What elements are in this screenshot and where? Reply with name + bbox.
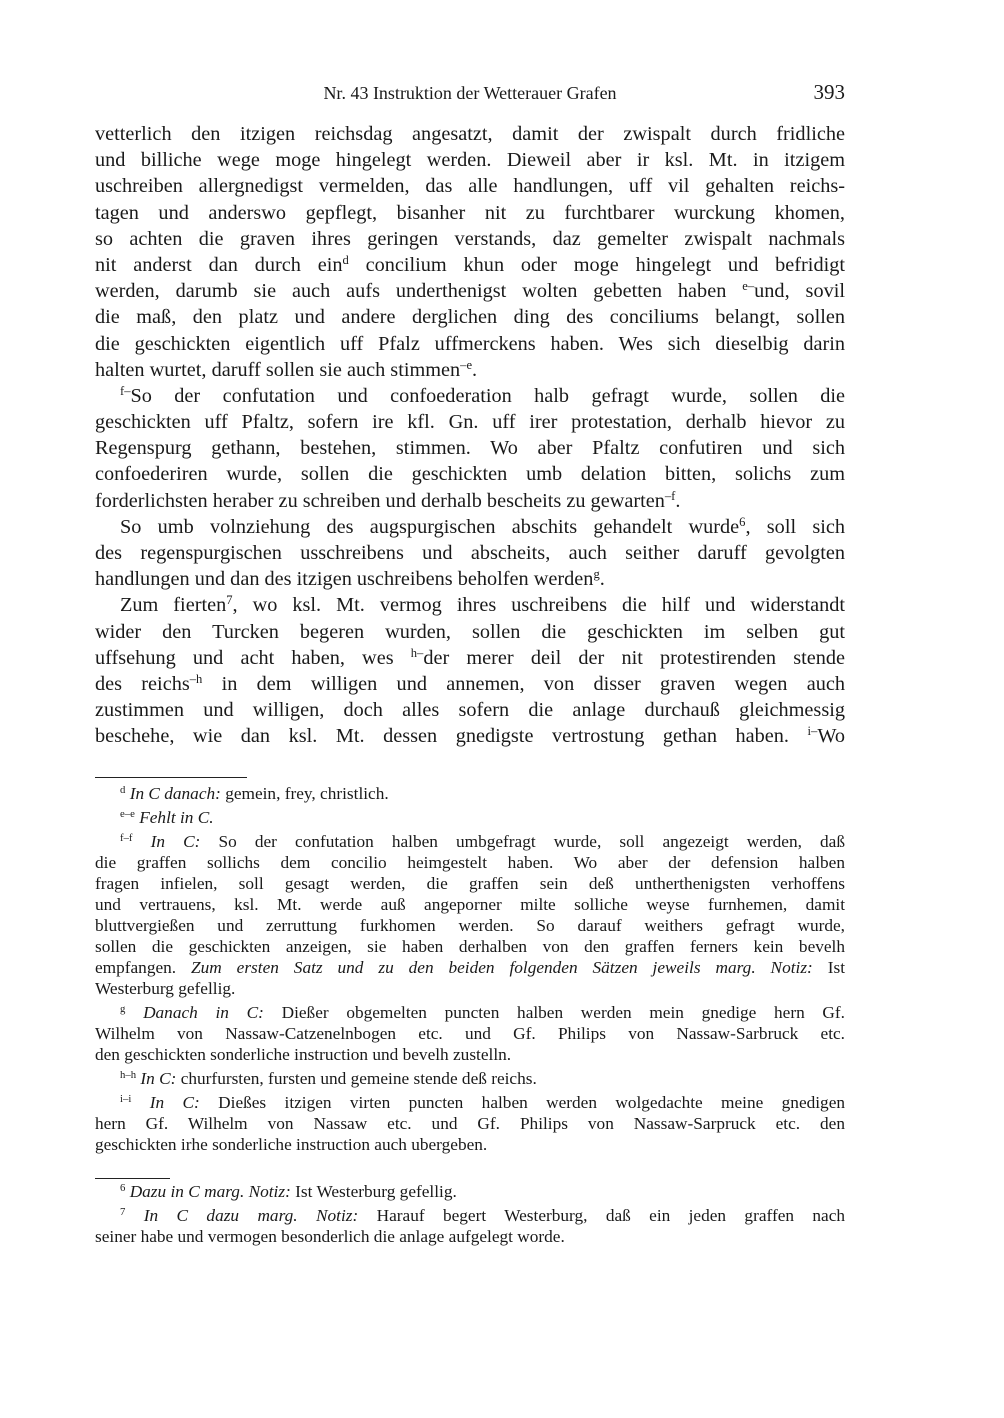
text-run: die graffen sollichs dem concilio heimgestelt haben. Wo aber der defension halben	[95, 853, 845, 872]
text-run: Ist Westerburg gefellig.	[290, 1182, 457, 1201]
note-marker: h–	[410, 645, 424, 660]
running-title: Nr. 43 Instruktion der Wetterauer Grafen	[323, 83, 617, 103]
text-run: .	[599, 568, 605, 591]
text-run: .	[472, 358, 478, 381]
text-line	[95, 1181, 845, 1202]
text-line	[95, 1092, 845, 1113]
text-line	[95, 409, 845, 435]
text-line	[95, 807, 845, 828]
text-run: , wo ksl. Mt. vermog ihres uschreibens die hilf und widerstandt	[232, 594, 845, 617]
textnotes-rule	[95, 777, 247, 778]
note-marker: –f	[664, 488, 676, 503]
text-line	[95, 1113, 845, 1134]
text-run: und billiche wege moge hingelegt werden. Dieweil aber ir ksl. Mt. in itzigem	[95, 149, 845, 172]
text-run: handlungen und dan des itzigen uschreibens beholfen werden	[95, 568, 594, 591]
text-run: so achten die graven ihres geringen verstands, daz gemelter zwispalt nachmals	[95, 227, 845, 250]
text-line	[95, 1134, 845, 1155]
editorial-italic: Danach in C:	[143, 1003, 264, 1022]
note-marker: e–	[742, 279, 755, 294]
text-line	[95, 383, 845, 409]
text-line	[95, 1023, 845, 1044]
text-line	[95, 697, 845, 723]
paragraph	[95, 514, 845, 593]
text-run: bluttvergießen und zerruttung furkhomen werden. So darauf weithers gefragt wurde,	[95, 916, 845, 935]
text-run: beschehe, wie dan ksl. Mt. dessen gnedigste vertrostung gethan haben.	[95, 725, 808, 748]
text-run: des reichs	[95, 672, 190, 695]
text-line	[95, 566, 845, 592]
text-line	[95, 978, 845, 999]
note-marker: –h	[189, 672, 203, 687]
text-line	[95, 873, 845, 894]
text-line	[95, 645, 845, 671]
text-run	[131, 1093, 149, 1112]
editorial-italic: In C:	[149, 1093, 200, 1112]
text-run: Regenspurg gethann, bestehen, stimmen. Wo aber Pfaltz confutiren und sich	[95, 437, 845, 460]
text-line	[95, 915, 845, 936]
text-line	[95, 173, 845, 199]
text-run: empfangen.	[95, 958, 192, 977]
text-run: forderlichsten heraber zu schreiben und derhalb bescheits zu gewarten	[95, 489, 665, 512]
paragraph	[95, 592, 845, 749]
footnotes-rule	[95, 1178, 170, 1179]
note-marker: d	[342, 253, 349, 268]
note-marker: 6	[120, 1182, 126, 1195]
text-line	[95, 671, 845, 697]
text-note	[95, 1002, 845, 1065]
text-run: seiner habe und vermogen besonderlich die anlage aufgelegt worde.	[95, 1227, 565, 1246]
text-line	[95, 723, 845, 749]
text-run: nit anderst dan durch ein	[95, 253, 343, 276]
text-line	[95, 894, 845, 915]
text-run: und vertrauens, ksl. Mt. werde auß angeporner milte solliche weyse furnhemen, damit	[95, 895, 845, 914]
paragraph	[95, 121, 845, 383]
note-marker: e–e	[120, 808, 135, 821]
text-run: Westerburg gefellig.	[95, 979, 236, 998]
note-marker: h–h	[120, 1069, 137, 1082]
text-run: .	[675, 489, 681, 512]
text-run: gemein, frey, christlich.	[220, 784, 389, 803]
text-run	[125, 1003, 143, 1022]
note-marker: f–f	[120, 832, 133, 845]
text-line	[95, 357, 845, 383]
text-run: confoederiren wurde, sollen die geschickten umb delation bitten, solichs zum	[95, 463, 845, 486]
editorial-italic: In C:	[140, 1069, 177, 1088]
text-line	[95, 852, 845, 873]
text-line	[95, 540, 845, 566]
text-line	[95, 435, 845, 461]
text-note	[95, 1068, 845, 1089]
text-line	[95, 226, 845, 252]
text-line	[95, 783, 845, 804]
text-run: halten wurtet, daruff sollen sie auch stimmen	[95, 358, 461, 381]
text-run: Zum fierten	[120, 594, 227, 617]
text-note	[95, 1092, 845, 1155]
text-run: , soll sich	[745, 515, 846, 538]
text-line	[95, 147, 845, 173]
text-run: in dem willigen und annemen, von disser graven wegen auch	[202, 672, 845, 695]
text-run: Wo	[817, 725, 845, 748]
text-run: uffsehung und acht haben, wes	[95, 646, 411, 669]
text-line	[95, 957, 845, 978]
editorial-italic: Fehlt in C.	[139, 808, 214, 827]
text-run: So der confutation halben umbgefragt wurde, soll angezeigt werden, daß	[200, 832, 845, 851]
text-run: hern Gf. Wilhelm von Nassaw etc. und Gf. Philips von Nassaw-Sarpruck etc. den	[95, 1114, 845, 1133]
text-run: fragen infielen, soll gesagt werden, die graffen sein deß untherthenigsten verhoffens	[95, 874, 845, 893]
note-marker: i–	[807, 724, 818, 739]
text-line	[95, 304, 845, 330]
editorial-italic: Dazu in C marg. Notiz:	[129, 1182, 291, 1201]
text-run: Dießes itzigen virten puncten halben werden wolgedachte meine gnedigen	[199, 1093, 846, 1112]
note-marker: g	[120, 1003, 126, 1016]
note-marker: 7	[226, 593, 233, 608]
text-run: geschickten uff Pfaltz, sofern ire kfl. Gn. uff irer protestation, derhalb hievor zu	[95, 411, 845, 434]
text-line	[95, 1044, 845, 1065]
text-run: Dießer obgemelten puncten halben werden mein gnedige hern Gf.	[263, 1003, 845, 1022]
text-line	[95, 331, 845, 357]
text-run: Harauf begert Westerburg, daß ein jeden graffen nach	[358, 1206, 846, 1225]
text-run: So umb volnziehung des augspurgischen abschits gehandelt wurde	[120, 515, 740, 538]
running-header	[95, 80, 845, 106]
text-line	[95, 1205, 845, 1226]
text-run: zustimmen und willigen, doch alles sofern die anlage durchauß gleichmessig	[95, 699, 845, 722]
paragraph	[95, 383, 845, 514]
editorial-italic: Zum ersten Satz und zu den beiden folgenden Sätzen jeweils marg. Notiz:	[191, 958, 813, 977]
text-line	[95, 1068, 845, 1089]
text-line	[95, 278, 845, 304]
text-run: und, sovil	[754, 280, 845, 303]
text-note	[95, 831, 845, 999]
text-run: werden, darumb sie auch aufs underthenigst wolten gebetten haben	[95, 280, 743, 303]
text-line	[95, 592, 845, 618]
text-run: des regenspurgischen usschreibens und abscheits, auch seither daruff gevolgten	[95, 542, 845, 564]
main-text	[95, 121, 845, 750]
editorial-italic: In C danach:	[129, 784, 221, 803]
footnote	[95, 1181, 845, 1202]
note-marker: 7	[120, 1206, 126, 1219]
text-line	[95, 252, 845, 278]
text-line	[95, 200, 845, 226]
text-run: geschickten irhe sonderliche instruction auch ubergeben.	[95, 1135, 488, 1154]
text-run: wider den Turcken begeren wurden, sollen die geschickten im selben gut	[95, 620, 845, 643]
text-run: concilium khun oder moge hingelegt und befridigt	[348, 253, 845, 276]
text-critical-notes	[95, 783, 845, 1155]
text-line	[95, 514, 845, 540]
text-line	[95, 1002, 845, 1023]
note-marker: d	[120, 784, 126, 797]
text-line	[95, 488, 845, 514]
text-run: die maß, den platz und andere derglichen ding des conciliums belangt, sollen	[95, 306, 845, 329]
commentary-footnotes	[95, 1181, 845, 1247]
note-marker: g	[593, 567, 600, 582]
text-run: vetterlich den itzigen reichsdag angesatzt, damit der zwispalt durch fridliche	[95, 123, 845, 145]
note-marker: f–	[120, 383, 131, 398]
text-run: uschreiben allergnedigst vermelden, das alle handlungen, uff vil gehalten reichs-	[95, 175, 845, 198]
text-line	[95, 461, 845, 487]
note-marker: 6	[739, 514, 746, 529]
editorial-italic: In C:	[150, 832, 201, 851]
text-run	[125, 1206, 143, 1225]
text-run: die geschickten eigentlich uff Pfalz uffmerckens haben. Wes sich dieselbig darin	[95, 332, 845, 355]
text-line	[95, 936, 845, 957]
text-run: So der confutation und confoederation halb gefragt wurde, sollen die	[130, 384, 845, 407]
text-line	[95, 619, 845, 645]
text-run: den geschickten sonderliche instruction und bevelh zustelln.	[95, 1045, 512, 1064]
text-line	[95, 831, 845, 852]
text-run: der merer deil der nit protestirenden stende	[423, 646, 846, 669]
text-line	[95, 121, 845, 147]
footnote	[95, 1205, 845, 1247]
text-note	[95, 807, 845, 828]
text-run: tagen und anderswo gepflegt, bisanher nit zu furchtbarer wurckung khomen,	[95, 201, 845, 224]
editorial-italic: In C dazu marg. Notiz:	[143, 1206, 359, 1225]
text-run	[133, 832, 151, 851]
text-note	[95, 783, 845, 804]
note-marker: –e	[460, 357, 473, 372]
note-marker: i–i	[120, 1093, 132, 1106]
text-run: Wilhelm von Nassaw-Catzenelnbogen etc. und Gf. Philips von Nassaw-Sarbruck etc.	[95, 1024, 845, 1043]
text-line	[95, 1226, 845, 1247]
text-run: Ist	[812, 958, 845, 977]
text-run: churfursten, fursten und gemeine stende deß reichs.	[176, 1069, 537, 1088]
page-number: 393	[813, 80, 845, 104]
text-run: sollen die geschickten anzeigen, sie haben derhalben von den graffen ferners kein bevelh	[95, 937, 845, 956]
